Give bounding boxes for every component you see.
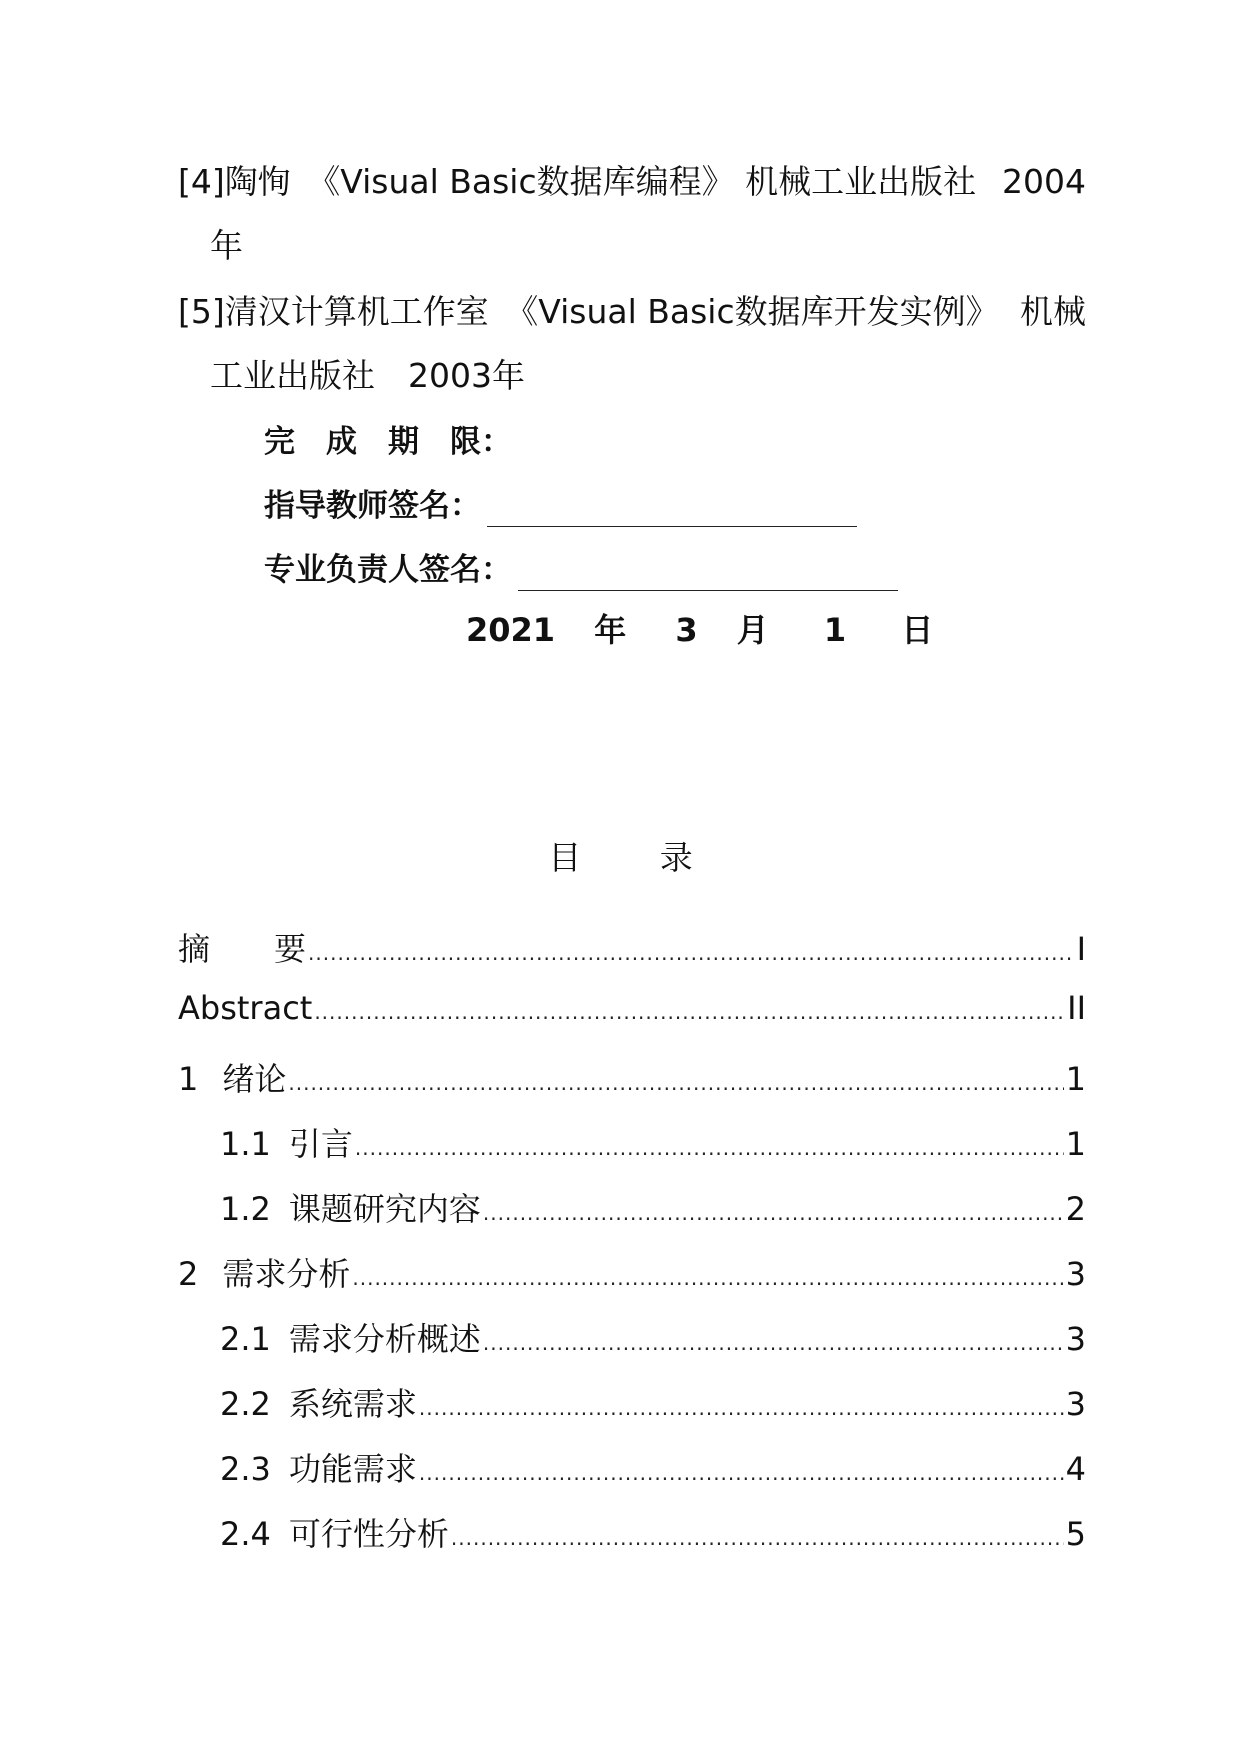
date-month: 3 [675, 611, 698, 649]
advisor-signature-label: 指导教师签名： [264, 488, 481, 524]
toc-entry-page: I [1076, 930, 1086, 968]
toc-entry[interactable] [178, 989, 1086, 1054]
toc-leader-dots [355, 1136, 1064, 1160]
toc-entry-page: 2 [1065, 1190, 1086, 1228]
toc-entry-page: 1 [1065, 1125, 1086, 1163]
toc-leader-dots [308, 941, 1075, 965]
toc-entry-title: 需求分析 [222, 1255, 351, 1293]
toc-entry-title: 绪论 [222, 1060, 287, 1098]
toc-entry-title: 课题研究内容 [288, 1190, 481, 1228]
toc-entry-number: 2.2 [220, 1385, 271, 1423]
toc-leader-dots [451, 1526, 1064, 1550]
toc-entry-number: 摘 要 [178, 930, 307, 968]
reference-4 [178, 150, 1086, 278]
toc-leader-dots [288, 1071, 1063, 1095]
toc-entry-title: 可行性分析 [288, 1515, 449, 1553]
toc-entry[interactable] [178, 1314, 1086, 1379]
toc-entry[interactable] [178, 1119, 1086, 1184]
toc-entry-number: 1.1 [220, 1125, 271, 1163]
head-signature-line [518, 550, 898, 591]
toc-entry-number: 1.2 [220, 1190, 271, 1228]
toc-entry[interactable] [178, 1509, 1086, 1574]
toc-entry-page: 3 [1065, 1385, 1086, 1423]
deadline-label: 完 成 期 限： [264, 424, 512, 460]
reference-4-text: [4]陶恂 《Visual Basic数据库编程》 机械工业出版社 [178, 162, 977, 201]
toc-entry-page: 3 [1065, 1320, 1086, 1358]
reference-5 [178, 280, 1086, 408]
toc-entry-page: 3 [1065, 1255, 1086, 1293]
toc-leader-dots [352, 1266, 1063, 1290]
toc-entry-number: Abstract [178, 989, 313, 1027]
toc-entry-number: 2.4 [220, 1515, 271, 1553]
toc-title-second: 录 [659, 838, 693, 877]
toc-entry-title: 需求分析概述 [288, 1320, 481, 1358]
toc-entry-title: 系统需求 [288, 1385, 417, 1423]
toc-entry-page: 4 [1065, 1450, 1086, 1488]
date-day-unit: 日 [901, 611, 934, 649]
toc-entry-title: 功能需求 [288, 1450, 417, 1488]
reference-5-text: [5]清汉计算机工作室 《Visual Basic数据库开发实例》 [178, 292, 999, 331]
reference-5-continuation: 工业出版社 2003年 [210, 356, 525, 395]
toc-entry-title: 引言 [288, 1125, 353, 1163]
toc-entry-page: II [1067, 989, 1086, 1027]
toc-title-first: 目 [548, 838, 582, 877]
reference-5-tail: 机械 [1020, 292, 1086, 331]
toc-title [0, 832, 1241, 879]
toc-entry-number: 2 [178, 1255, 199, 1293]
toc-leader-dots [314, 1000, 1065, 1024]
toc-entry[interactable] [178, 924, 1086, 989]
signature-date [466, 605, 933, 651]
toc-entry[interactable] [178, 1444, 1086, 1509]
head-signature-label: 专业负责人签名： [264, 552, 512, 588]
date-year-unit: 年 [594, 611, 627, 649]
table-of-contents [178, 924, 1086, 1574]
date-day: 1 [823, 611, 847, 649]
toc-entry-number: 1 [178, 1060, 199, 1098]
date-month-unit: 月 [736, 611, 769, 649]
toc-entry[interactable] [178, 1184, 1086, 1249]
toc-leader-dots [419, 1396, 1064, 1420]
toc-entry-number: 2.3 [220, 1450, 271, 1488]
toc-entry[interactable] [178, 1054, 1086, 1119]
toc-leader-dots [483, 1201, 1064, 1225]
toc-leader-dots [419, 1461, 1064, 1485]
toc-entry-number: 2.1 [220, 1320, 271, 1358]
toc-entry[interactable] [178, 1249, 1086, 1314]
toc-entry-page: 1 [1065, 1060, 1086, 1098]
toc-entry[interactable] [178, 1379, 1086, 1444]
toc-leader-dots [483, 1331, 1064, 1355]
signature-block [264, 410, 898, 602]
toc-entry-page: 5 [1065, 1515, 1086, 1553]
reference-4-continuation: 年 [210, 226, 243, 265]
date-year: 2021 [466, 611, 556, 649]
reference-4-year: 2004 [1002, 162, 1086, 201]
advisor-signature-line [487, 486, 857, 527]
